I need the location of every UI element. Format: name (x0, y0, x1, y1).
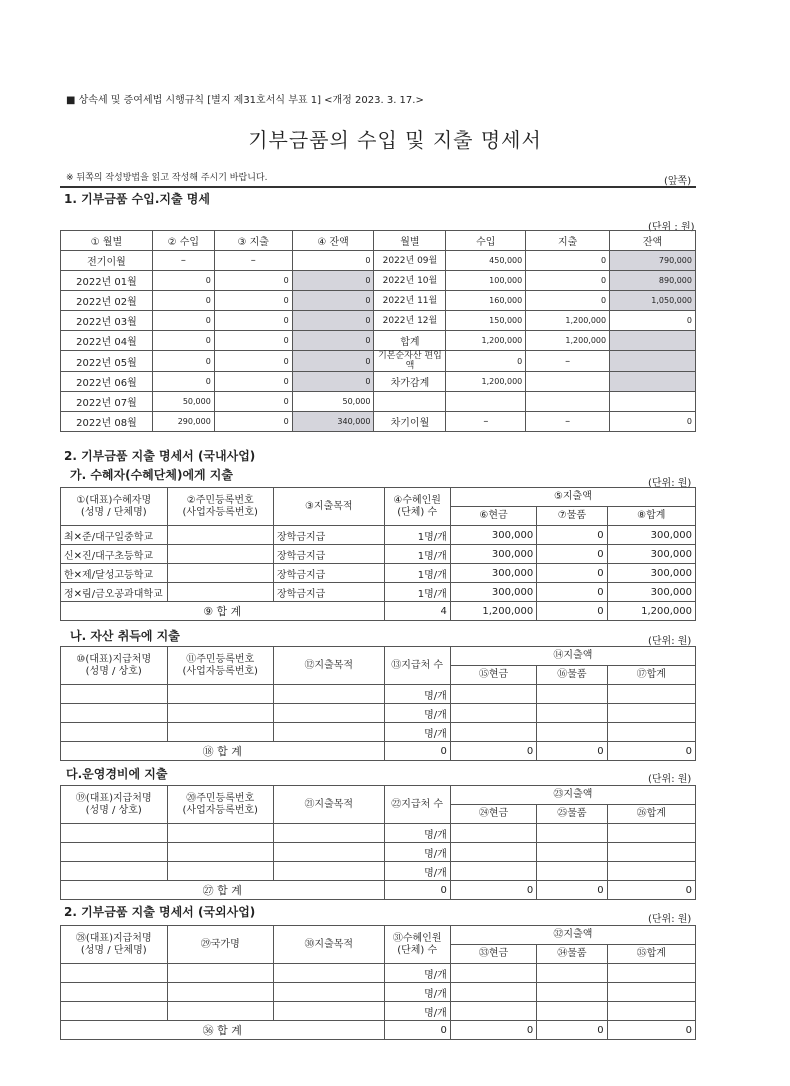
col-registration-number: ⑳주민등록번호 (사업자등록번호) (167, 786, 274, 824)
total-row (61, 742, 696, 761)
cell-count: 명/개 (384, 862, 450, 881)
cell-purpose (274, 862, 385, 881)
cell-purpose (274, 1002, 385, 1021)
cell-goods (537, 983, 607, 1002)
table-header-row (61, 231, 696, 251)
cell-recipient-name (61, 862, 168, 881)
cell-expense: 0 (214, 311, 292, 331)
cell-total-amount: 0 (607, 742, 695, 761)
cell-registration-number (167, 824, 274, 843)
cell-month: 2022년 12월 (374, 311, 446, 331)
cell-registration-number (167, 1002, 274, 1021)
cell-expense: 0 (214, 331, 292, 351)
col-month: ① 월별 (61, 231, 153, 251)
cell-balance: 890,000 (610, 271, 696, 291)
cell-registration-number (167, 583, 274, 602)
cell-recipient-name (61, 983, 168, 1002)
table-row (61, 331, 696, 351)
cell-month: 2022년 03월 (61, 311, 153, 331)
page-title: 기부금품의 수입 및 지출 명세서 (248, 128, 542, 152)
cell-purpose (274, 983, 385, 1002)
cell-purpose (274, 964, 385, 983)
cell-balance: 340,000 (292, 412, 374, 432)
col-purpose: ⑫지출목적 (274, 647, 385, 685)
cell-count: 명/개 (384, 723, 450, 742)
cell-income: – (152, 251, 214, 271)
total-row (61, 602, 696, 621)
cell-total-amount: 1,200,000 (607, 602, 695, 621)
cell-expense: 0 (214, 372, 292, 392)
cell-goods (537, 723, 607, 742)
cell-recipient-name (61, 843, 168, 862)
cell-month: 전기이월 (61, 251, 153, 271)
cell-total-label: ㊱ 합 계 (61, 1021, 385, 1040)
law-reference: ■ 상속세 및 증여세법 시행규칙 [별지 제31호서식 부표 1] <개정 2023. 3. 17.> (66, 95, 424, 106)
cell-income (446, 392, 526, 412)
cell-income: 100,000 (446, 271, 526, 291)
cell-total (607, 983, 695, 1002)
cell-balance: 0 (292, 372, 374, 392)
cell-income: 1,200,000 (446, 331, 526, 351)
cell-cash: 300,000 (450, 583, 536, 602)
cell-registration-number (167, 685, 274, 704)
col-cash: ㉔현금 (450, 805, 536, 824)
cell-total-cash: 0 (450, 881, 536, 900)
section1-title: 1. 기부금품 수입.지출 명세 (64, 192, 210, 206)
cell-month: 2022년 02월 (61, 291, 153, 311)
cell-purpose (274, 704, 385, 723)
cell-count: 1명/개 (384, 564, 450, 583)
col-registration-number: ㉙국가명 (167, 926, 274, 964)
cell-balance: 790,000 (610, 251, 696, 271)
cell-goods (537, 862, 607, 881)
col-amount: ㉓지출액 (450, 786, 695, 805)
cell-cash (450, 723, 536, 742)
cell-goods: 0 (537, 545, 607, 564)
table-header-row (61, 647, 696, 666)
cell-purpose: 장학금지급 (274, 545, 385, 564)
cell-total: 300,000 (607, 526, 695, 545)
section3-unit: (단위: 원) (648, 914, 692, 925)
cell-income: 0 (152, 331, 214, 351)
col-count: ⑬지급처 수 (384, 647, 450, 685)
col-total: ⑧합계 (607, 507, 695, 526)
cell-balance: 0 (292, 251, 374, 271)
cell-goods (537, 1002, 607, 1021)
col-registration-number: ②주민등록번호 (사업자등록번호) (167, 488, 274, 526)
cell-registration-number (167, 862, 274, 881)
cell-recipient-name (61, 704, 168, 723)
cell-purpose: 장학금지급 (274, 564, 385, 583)
cell-balance (610, 351, 696, 372)
col-cash: ⑮현금 (450, 666, 536, 685)
table-row (61, 311, 696, 331)
cell-expense (526, 392, 610, 412)
table-row (61, 271, 696, 291)
cell-goods: 0 (537, 583, 607, 602)
cell-income: 450,000 (446, 251, 526, 271)
col-amount: ㉜지출액 (450, 926, 695, 945)
cell-goods (537, 704, 607, 723)
cell-income: 0 (152, 291, 214, 311)
cell-recipient-name (61, 723, 168, 742)
cell-total (607, 964, 695, 983)
cell-expense: 0 (214, 392, 292, 412)
col-count: ㉛수혜인원 (단체) 수 (384, 926, 450, 964)
col-income: ② 수입 (152, 231, 214, 251)
col-cash: ㉝현금 (450, 945, 536, 964)
cell-total-cash: 0 (450, 742, 536, 761)
divider (60, 186, 696, 188)
cell-total (607, 1002, 695, 1021)
table-row (61, 526, 696, 545)
cell-balance: 0 (292, 331, 374, 351)
section3-title: 2. 기부금품 지출 명세서 (국외사업) (64, 905, 256, 919)
cell-balance: 0 (610, 311, 696, 331)
table-row (61, 564, 696, 583)
col-expense-2: 지출 (526, 231, 610, 251)
cell-count: 명/개 (384, 964, 450, 983)
cell-cash: 300,000 (450, 526, 536, 545)
cell-month: 2022년 04월 (61, 331, 153, 351)
section2a-unit: (단위: 원) (648, 478, 692, 489)
cell-purpose: 장학금지급 (274, 583, 385, 602)
cell-month: 2022년 07월 (61, 392, 153, 412)
table-row (61, 704, 696, 723)
cell-registration-number (167, 843, 274, 862)
cell-goods: 0 (537, 564, 607, 583)
cell-month: 2022년 11월 (374, 291, 446, 311)
col-balance: ④ 잔액 (292, 231, 374, 251)
table-header-row (61, 488, 696, 507)
instruction-note: ※ 뒤쪽의 작성방법을 읽고 작성해 주시기 바랍니다. (66, 173, 268, 183)
cell-expense: 1,200,000 (526, 311, 610, 331)
cell-balance: 0 (610, 412, 696, 432)
table-row (61, 412, 696, 432)
section2-title: 2. 기부금품 지출 명세서 (국내사업) (64, 449, 256, 463)
cell-count: 명/개 (384, 685, 450, 704)
table-row (61, 392, 696, 412)
col-recipient: ㉘(대표)지급처명 (성명 / 단체명) (61, 926, 168, 964)
cell-registration-number (167, 964, 274, 983)
section2b-unit: (단위: 원) (648, 636, 692, 647)
col-balance-2: 잔액 (610, 231, 696, 251)
section2b-title: 나. 자산 취득에 지출 (70, 629, 180, 643)
cell-goods: 0 (537, 526, 607, 545)
cell-count: 1명/개 (384, 583, 450, 602)
cell-balance: 50,000 (292, 392, 374, 412)
cell-goods (537, 685, 607, 704)
cell-month: 기본순자산 편입액 (374, 351, 446, 372)
cell-income: 0 (152, 311, 214, 331)
cell-count: 1명/개 (384, 526, 450, 545)
cell-recipient-name: 정✕림/금오공과대학교 (61, 583, 168, 602)
cell-count: 명/개 (384, 704, 450, 723)
col-goods: ⑯물품 (537, 666, 607, 685)
cell-expense: 0 (214, 271, 292, 291)
cell-month: 2022년 05월 (61, 351, 153, 372)
cell-total-count: 4 (384, 602, 450, 621)
col-total: ⑰합계 (607, 666, 695, 685)
cell-total-goods: 0 (537, 1021, 607, 1040)
col-count: ④수혜인원 (단체) 수 (384, 488, 450, 526)
cell-expense: – (214, 251, 292, 271)
cell-income: 50,000 (152, 392, 214, 412)
cell-total: 300,000 (607, 545, 695, 564)
cell-purpose (274, 723, 385, 742)
operating-expense-table (60, 785, 696, 900)
table-row (61, 983, 696, 1002)
col-amount: ⑭지출액 (450, 647, 695, 666)
cell-goods (537, 964, 607, 983)
table-row (61, 351, 696, 372)
section2c-unit: (단위: 원) (648, 774, 692, 785)
cell-month: 2022년 09월 (374, 251, 446, 271)
cell-expense: 0 (214, 351, 292, 372)
col-goods: ㉞물품 (537, 945, 607, 964)
cell-income: 0 (446, 351, 526, 372)
cell-purpose (274, 824, 385, 843)
col-goods: ㉕물품 (537, 805, 607, 824)
cell-balance (610, 331, 696, 351)
col-total: ㉟합계 (607, 945, 695, 964)
cell-month: 2022년 06월 (61, 372, 153, 392)
cell-purpose (274, 685, 385, 704)
total-row (61, 881, 696, 900)
total-row (61, 1021, 696, 1040)
cell-expense: 0 (214, 291, 292, 311)
cell-total-count: 0 (384, 1021, 450, 1040)
cell-recipient-name: 최✕준/대구일중학교 (61, 526, 168, 545)
cell-month: 합계 (374, 331, 446, 351)
cell-total-count: 0 (384, 742, 450, 761)
section1-unit: (단위 : 원) (648, 222, 695, 233)
col-recipient: ①(대표)수혜자명 (성명 / 단체명) (61, 488, 168, 526)
cell-recipient-name (61, 824, 168, 843)
cell-month: 차가감계 (374, 372, 446, 392)
cell-income: 0 (152, 351, 214, 372)
table-header-row (61, 926, 696, 945)
col-registration-number: ⑪주민등록번호 (사업자등록번호) (167, 647, 274, 685)
cell-total-label: ⑨ 합 계 (61, 602, 385, 621)
cell-cash (450, 824, 536, 843)
col-expense: ③ 지출 (214, 231, 292, 251)
cell-income: 1,200,000 (446, 372, 526, 392)
cell-month: 2022년 08월 (61, 412, 153, 432)
col-purpose: ㉑지출목적 (274, 786, 385, 824)
cell-expense: 0 (526, 271, 610, 291)
cell-cash (450, 964, 536, 983)
cell-total (607, 704, 695, 723)
cell-count: 명/개 (384, 1002, 450, 1021)
cell-recipient-name (61, 1002, 168, 1021)
asset-expense-table (60, 646, 696, 761)
cell-income: 0 (152, 372, 214, 392)
cell-recipient-name: 한✕제/달성고등학교 (61, 564, 168, 583)
col-amount: ⑤지출액 (450, 488, 695, 507)
overseas-expense-table (60, 925, 696, 1040)
table-row (61, 843, 696, 862)
col-income-2: 수입 (446, 231, 526, 251)
col-goods: ⑦물품 (537, 507, 607, 526)
cell-cash (450, 983, 536, 1002)
cell-balance (610, 372, 696, 392)
income-expense-table (60, 230, 696, 432)
col-recipient: ⑲(대표)지급처명 (성명 / 상호) (61, 786, 168, 824)
cell-balance: 0 (292, 351, 374, 372)
table-row (61, 964, 696, 983)
cell-total-label: ⑱ 합 계 (61, 742, 385, 761)
cell-income: 0 (152, 271, 214, 291)
cell-total-count: 0 (384, 881, 450, 900)
table-row (61, 723, 696, 742)
cell-balance: 0 (292, 271, 374, 291)
cell-balance (610, 392, 696, 412)
cell-balance: 0 (292, 311, 374, 331)
cell-cash (450, 862, 536, 881)
cell-expense: 0 (526, 251, 610, 271)
cell-total-goods: 0 (537, 742, 607, 761)
cell-expense: – (526, 412, 610, 432)
cell-cash (450, 843, 536, 862)
cell-recipient-name (61, 964, 168, 983)
cell-total-label: ㉗ 합 계 (61, 881, 385, 900)
cell-cash: 300,000 (450, 564, 536, 583)
cell-expense: 1,200,000 (526, 331, 610, 351)
cell-total: 300,000 (607, 583, 695, 602)
cell-cash (450, 685, 536, 704)
cell-expense: – (526, 351, 610, 372)
cell-income: 290,000 (152, 412, 214, 432)
cell-total (607, 843, 695, 862)
cell-month: 차기이월 (374, 412, 446, 432)
cell-cash (450, 704, 536, 723)
cell-goods (537, 843, 607, 862)
cell-total (607, 685, 695, 704)
recipient-expense-table (60, 487, 696, 621)
table-row (61, 824, 696, 843)
col-total: ㉖합계 (607, 805, 695, 824)
cell-balance: 0 (292, 291, 374, 311)
page-side-label: (앞쪽) (664, 176, 692, 187)
cell-total-cash: 1,200,000 (450, 602, 536, 621)
table-row (61, 685, 696, 704)
cell-income: 150,000 (446, 311, 526, 331)
cell-recipient-name (61, 685, 168, 704)
cell-recipient-name: 신✕진/대구초등학교 (61, 545, 168, 564)
cell-expense (526, 372, 610, 392)
table-row (61, 545, 696, 564)
col-purpose: ㉚지출목적 (274, 926, 385, 964)
cell-expense: 0 (526, 291, 610, 311)
cell-goods (537, 824, 607, 843)
cell-total-cash: 0 (450, 1021, 536, 1040)
table-header-row (61, 786, 696, 805)
cell-count: 1명/개 (384, 545, 450, 564)
col-recipient: ⑩(대표)지급처명 (성명 / 상호) (61, 647, 168, 685)
cell-total (607, 824, 695, 843)
table-row (61, 862, 696, 881)
table-row (61, 372, 696, 392)
cell-count: 명/개 (384, 843, 450, 862)
section2c-title: 다.운영경비에 지출 (66, 767, 168, 781)
cell-count: 명/개 (384, 983, 450, 1002)
cell-total (607, 723, 695, 742)
section2a-title: 가. 수혜자(수혜단체)에게 지출 (70, 468, 233, 482)
table-row (61, 291, 696, 311)
cell-month: 2022년 10월 (374, 271, 446, 291)
table-row (61, 583, 696, 602)
cell-income: 160,000 (446, 291, 526, 311)
col-cash: ⑥현금 (450, 507, 536, 526)
cell-registration-number (167, 545, 274, 564)
cell-registration-number (167, 526, 274, 545)
cell-total-goods: 0 (537, 602, 607, 621)
col-count: ㉒지급처 수 (384, 786, 450, 824)
cell-total: 300,000 (607, 564, 695, 583)
cell-income: – (446, 412, 526, 432)
cell-total-goods: 0 (537, 881, 607, 900)
cell-registration-number (167, 723, 274, 742)
cell-registration-number (167, 983, 274, 1002)
cell-total-amount: 0 (607, 1021, 695, 1040)
cell-balance: 1,050,000 (610, 291, 696, 311)
cell-cash: 300,000 (450, 545, 536, 564)
table-row (61, 251, 696, 271)
col-month-2: 월별 (374, 231, 446, 251)
cell-cash (450, 1002, 536, 1021)
table-row (61, 1002, 696, 1021)
cell-month (374, 392, 446, 412)
cell-month: 2022년 01월 (61, 271, 153, 291)
cell-total-amount: 0 (607, 881, 695, 900)
cell-registration-number (167, 704, 274, 723)
cell-purpose (274, 843, 385, 862)
cell-registration-number (167, 564, 274, 583)
cell-purpose: 장학금지급 (274, 526, 385, 545)
cell-count: 명/개 (384, 824, 450, 843)
col-purpose: ③지출목적 (274, 488, 385, 526)
cell-expense: 0 (214, 412, 292, 432)
cell-total (607, 862, 695, 881)
